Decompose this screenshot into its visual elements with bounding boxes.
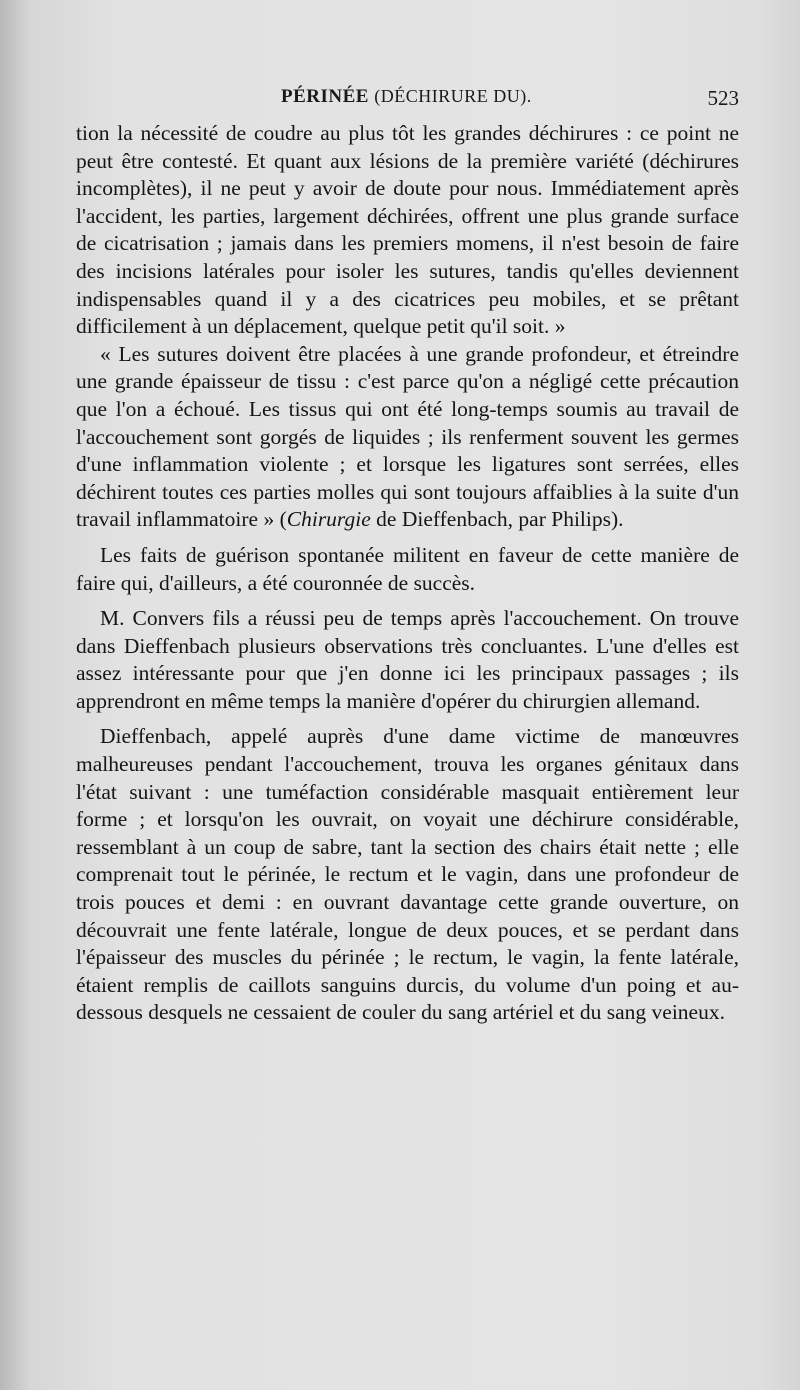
page-header [76, 86, 739, 116]
body-text [76, 120, 739, 1027]
quote-citation: de Dieffenbach, par Philips). [370, 507, 624, 532]
quote-text: « Les sutures doivent être placées à une grande profondeur, et étreindre une grande épaisseur de tissu : c'est parce qu'on a négligé cette précaution que l'on a échoué. Les tissus qui ont été long-temps soumis au travail de l'accouchement sont gorgés de liquides ; ils renferment souvent les germes d'une inflammation violente ; et lorsque les ligatures sont serrées, elles déchirent toutes ces parties molles qui sont toujours affaiblies à la suite d'un travail inflammatoire » ( [76, 341, 739, 532]
paragraph-continuation: tion la nécessité de coudre au plus tôt les grandes déchirures : ce point ne peut être contesté. Et quant aux lésions de la première variété (déchirures incomplètes), il ne peut y avoir de doute pour nous. Immédiatement après l'accident, les parties, largement déchirées, offrent une plus grande surface de cicatrisation ; jamais dans les premiers momens, il n'est besoin de faire des incisions latérales pour isoler les sutures, tandis qu'elles deviennent indispensables quand il y a des cicatrices peu mobiles, et se prêtant difficilement à un déplacement, quelque petit qu'il soit. » [76, 121, 739, 339]
paragraph-dieffenbach-case: Dieffenbach, appelé auprès d'une dame victime de manœuvres malheureuses pendant l'accouchement, trouva les organes génitaux dans l'état suivant : une tuméfaction considérable masquait entièrement leur forme ; et lorsqu'on les ouvrait, on voyait une déchirure considérable, ressemblant à un coup de sabre, tant la section des chairs était nette ; elle comprenait tout le périnée, le rectum et le vagin, dans une profondeur de trois pouces et demi : en ouvrant davantage cette grande ouverture, on découvrait une fente latérale, longue de deux pouces, et se perdant dans l'épaisseur des muscles du périnée ; le rectum, le vagin, la fente latérale, étaient remplis de caillots sanguins durcis, du volume d'un poing et au-dessous desquels ne cessaient de couler du sang artériel et du sang veineux. [76, 724, 739, 1025]
running-title [281, 86, 532, 108]
running-title-sub: (DÉCHIRURE DU). [374, 86, 532, 106]
paragraph-convers: M. Convers fils a réussi peu de temps après l'accouchement. On trouve dans Dieffenbach plusieurs observations très concluantes. L'une d'elles est assez intéressante pour que j'en donne ici les principaux passages ; ils apprendront en même temps la manière d'opérer du chirurgien allemand. [76, 606, 739, 713]
page-number: 523 [707, 86, 739, 110]
paragraph-quote-sutures [76, 341, 739, 534]
paragraph-spontaneous-healing: Les faits de guérison spontanée militent en faveur de cette manière de faire qui, d'ailleurs, a été couronnée de succès. [76, 542, 739, 595]
italic-book-title: Chirurgie [286, 507, 371, 532]
running-title-main: PÉRINÉE [281, 86, 369, 107]
